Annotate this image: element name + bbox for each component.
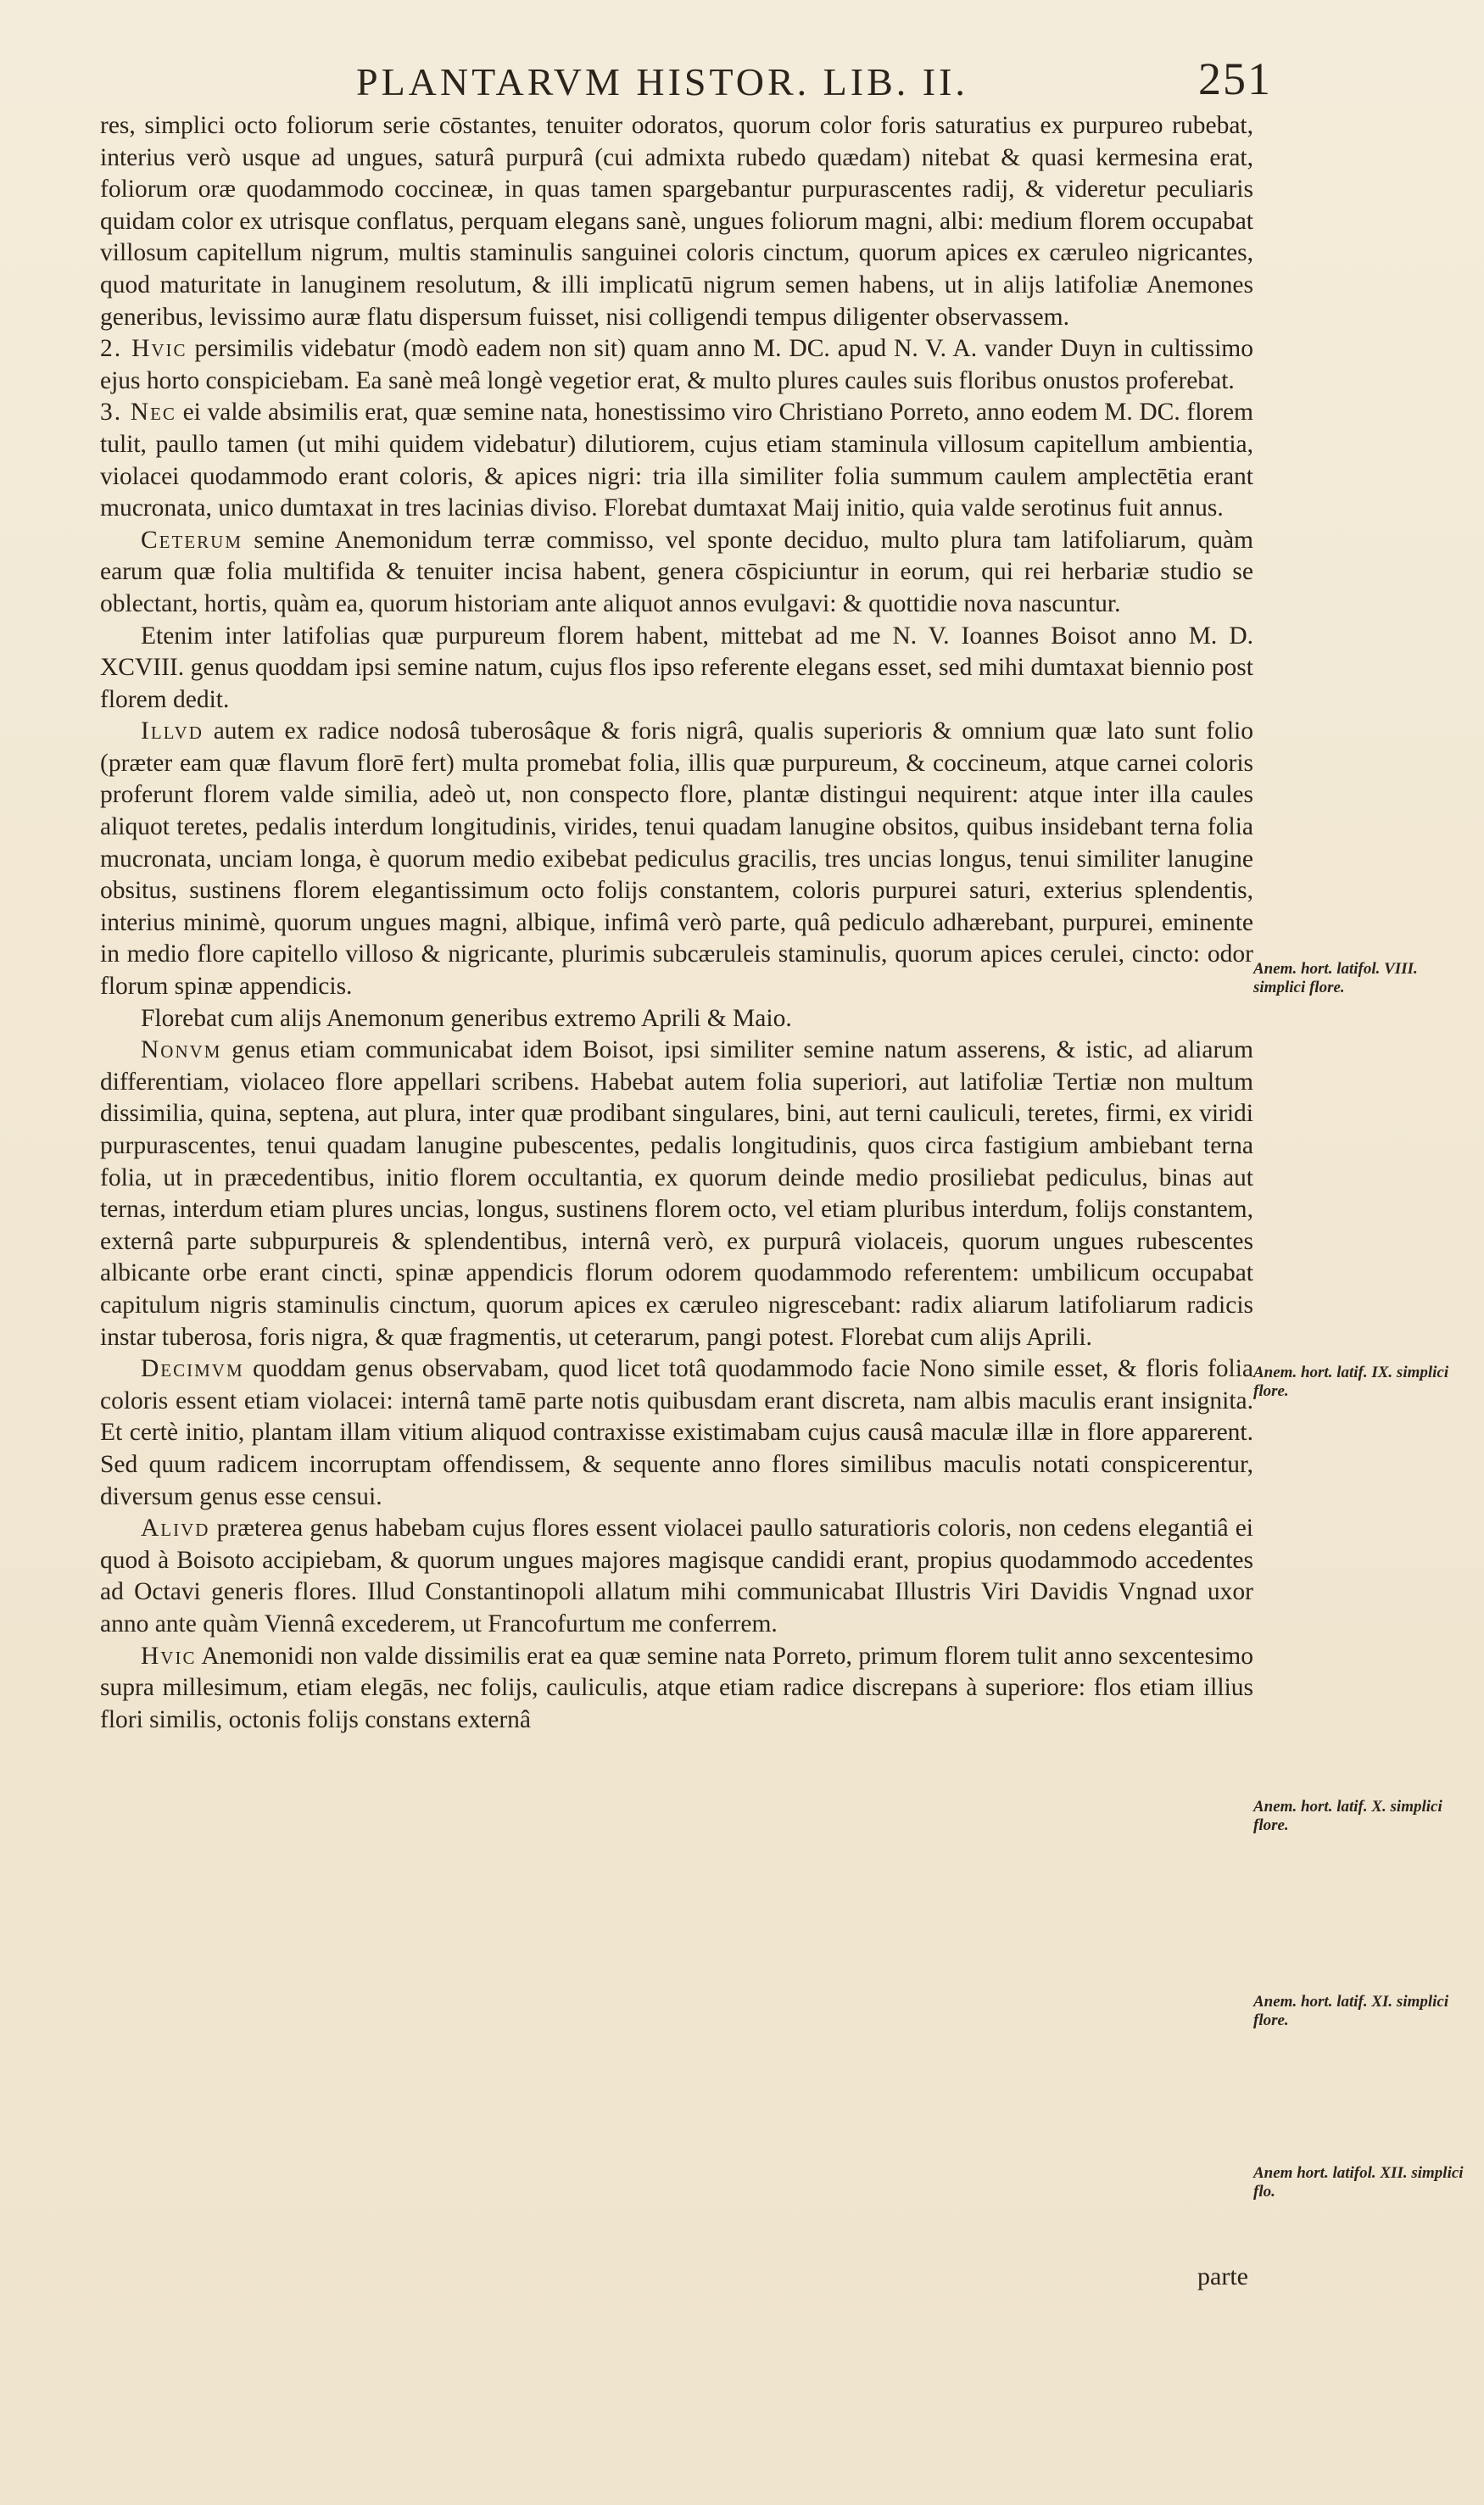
page-number: 251 bbox=[1198, 53, 1272, 104]
paragraph: Hvic Anemonidi non valde dissimilis erat ea quæ semine nata Porreto, primum florem tulit anno sexcentesimo supra millesimum, etiam elegās, nec folijs, cauliculis, atque etiam radice discrepans à superiore: flos etiam illius flori similis, octonis folijs constans externâ bbox=[100, 1642, 1253, 1733]
paragraph: 3. Nec ei valde absimilis erat, quæ semine nata, honestissimo viro Christiano Porreto, anno eodem M. DC. florem tulit, paullo tamen (ut mihi quidem videbatur) dilutiorem, cujus etiam staminula villosum capitellum ambientia, violacei quodammodo erant coloris, & apices nigri: tria illa similiter folia summum caulem amplectētia erant mucronata, unico dumtaxat in tres lacinias diviso. Florebat dumtaxat Maij initio, quia valde serotinus fuit annus. bbox=[100, 399, 1254, 522]
paragraph: Decimvm quoddam genus observabam, quod licet totâ quodammodo facie Nono simile esset, & floris folia coloris essent etiam violacei: internâ tamē parte notis quibusdam erant discreta, nam albis maculis erant insignita. Et certè initio, plantam illam vitium aliquod contraxisse existimabam cujus causâ maculæ illæ in flore apparerent. Sed quum radicem incorruptam offendissem, & sequente anno flores similibus maculis notati conspicerentur, diversum genus esse censui. bbox=[100, 1355, 1253, 1510]
paragraph-lead: Hvic bbox=[141, 1642, 197, 1670]
paragraph-lead: Decimvm bbox=[141, 1355, 244, 1383]
running-header bbox=[356, 53, 1272, 112]
paragraph-lead: Alivd bbox=[141, 1515, 210, 1543]
body-text bbox=[100, 110, 1253, 1736]
paragraph: Etenim inter latifolias quæ purpureum florem habent, mittebat ad me N. V. Ioannes Boisot anno M. D. XCVIII. genus quoddam ipsi semine natum, cujus flos ipso referente elegans esset, sed mihi dumtaxat biennio post florem dedit. bbox=[100, 622, 1253, 713]
paragraph: res, simplici octo foliorum serie cōstantes, tenuiter odoratos, quorum color foris saturatius ex purpureo rubebat, interius verò usque ad ungues, saturâ purpurâ (cui admixta rubedo quædam) nitebat & quasi kermesina erat, foliorum oræ quodammodo coccineæ, in quas tamen spargebantur purpurascentes radij, & videretur peculiaris quidam color ex utrisque conflatus, perquam elegans sanè, ungues foliorum magni, albi: medium florem occupabat villosum capitellum nigrum, multis staminulis sanguinei coloris cinctum, quorum apices ex cæruleo nigricantes, quod maturitate in lanuginem resolutum, & illi implicatū nigrum semen habens, ut in alijs latifoliæ Anemones generibus, levissimo auræ flatu dispersum fuisset, nisi colligendi tempus diligenter observassem. bbox=[100, 112, 1253, 331]
margin-note: Anem. hort. latif. IX. simplici flore. bbox=[1253, 1364, 1449, 1400]
paragraph-lead: Illvd bbox=[141, 717, 204, 745]
paragraph-lead: 2. Hvic bbox=[100, 335, 187, 363]
margin-note: Anem. hort. latifol. VIII. simplici flore. bbox=[1253, 960, 1418, 996]
margin-note: Anem. hort. latif. X. simplici flore. bbox=[1253, 1798, 1442, 1834]
catchword: parte bbox=[1197, 2262, 1248, 2290]
paragraph: Alivd præterea genus habebam cujus flores essent violacei paullo saturatioris coloris, non cedens elegantiâ ei quod à Boisoto accipiebam, & quorum ungues majores magisque candidi erant, propius quodammodo accedentes ad Octavi generis flores. Illud Constantinopoli allatum mihi communicabat Illustris Viri Davidis Vngnad uxor anno ante quàm Viennâ excederem, ut Francofurtum me conferrem. bbox=[100, 1515, 1254, 1637]
paragraph: Nonvm genus etiam communicabat idem Boisot, ipsi similiter semine natum asserens, & istic, ad aliarum differentiam, violaceo flore appellari scribens. Habebat autem folia superiori, aut latifoliæ Tertiæ non multum dissimilia, quina, septena, aut plura, inter quæ prodibant singulares, bini, aut terni cauliculi, teretes, firmi, ex viridi purpurascentes, tenui quadam lanugine pubescentes, pedalis longitudinis, quos circa fastigium ambiebant terna folia, ut in præcedentibus, initio florem occultantia, ex quorum deinde medio prosiliebat pediculus, binas aut ternas, interdum etiam plures uncias, longus, sustinens florem octo, vel etiam pluribus interdum, folijs constantem, externâ parte subpurpureis & splendentibus, internâ verò, ex purpurâ violaceis, quorum ungues rubescentes albicante orbe erant cincti, spinæ appendicis florum odorem quodammodo referentem: umbilicum occupabat capitulum nigris staminulis cinctum, quorum apices ex cæruleo nigrescebant: radix aliarum latifoliarum radicis instar tuberosa, foris nigra, & quæ fragmentis, ut ceterarum, pangi potest. Florebat cum alijs Aprili. bbox=[100, 1036, 1253, 1351]
paragraph: Illvd autem ex radice nodosâ tuberosâque & foris nigrâ, qualis superioris & omnium quæ lato sunt folio (præter eam quæ flavum florē fert) multa promebat folia, illis quæ purpureum, & coccineum, atque carnei coloris proferunt florem valde similia, adeò ut, non conspecto flore, plantæ distingui nequirent: atque inter illa caules aliquot teretes, pedalis interdum longitudinis, virides, tenui quadam lanugine obsitos, quibus insidebant terna folia mucronata, unciam longa, è quorum medio exibebat pediculus gracilis, tres uncias longus, tenui similiter lanugine obsitus, sustinens florem elegantissimum octo folijs constantem, coloris purpurei saturi, exterius splendentis, interius minimè, quorum ungues magni, albique, infimâ verò parte, quâ pediculo adhærebant, purpurei, eminente in medio flore capitello villoso & nigricante, plurimis subcæruleis staminulis, quorum apices cerulei, cincto: odor florum spinæ appendicis. bbox=[100, 717, 1254, 1001]
paragraph: Florebat cum alijs Anemonum generibus extremo Aprili & Maio. bbox=[141, 1004, 792, 1032]
margin-note: Anem. hort. latif. XI. simplici flore. bbox=[1253, 1993, 1449, 2029]
margin-note: Anem hort. latifol. XII. simplici flo. bbox=[1253, 2164, 1464, 2201]
running-title: PLANTARVM HISTOR. LIB. II. bbox=[356, 60, 968, 103]
paragraph-lead: Nonvm bbox=[141, 1036, 222, 1064]
paragraph: Ceterum semine Anemonidum terræ commisso, vel sponte deciduo, multo plura tam latifoliarum, quàm earum quæ folia multifida & tenuiter incisa habent, genera cōspiciuntur in eorum, qui rei herbariæ studio se oblectant, hortis, quàm ea, quorum historiam ante aliquot annos evulgavi: & quottidie nova nascuntur. bbox=[100, 526, 1253, 617]
paragraph-lead: 3. Nec bbox=[100, 399, 176, 427]
paragraph-lead: Ceterum bbox=[141, 526, 243, 554]
paragraph: 2. Hvic persimilis videbatur (modò eadem non sit) quam anno M. DC. apud N. V. A. vander Duyn in cultissimo ejus horto conspiciebam. Ea sanè meâ longè vegetior erat, & multo plures caules suis floribus onustos proferebat. bbox=[100, 335, 1253, 394]
